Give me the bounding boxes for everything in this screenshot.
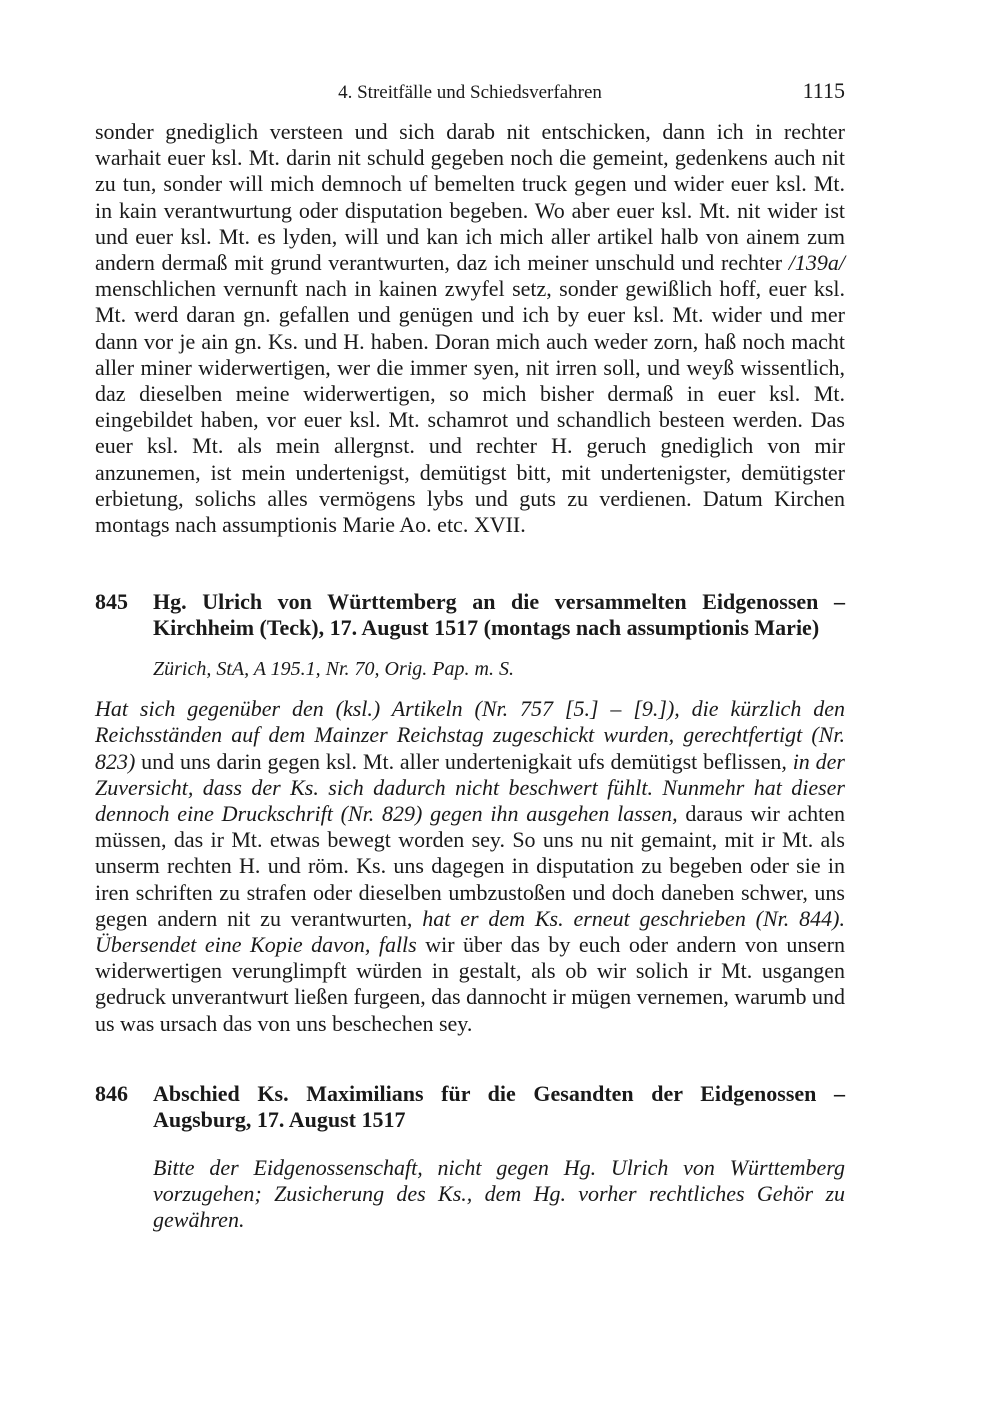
document-heading-845 [95, 589, 845, 641]
regest-italic-2: , in der Zuversicht, dass der Ks. sich dadurch nicht beschwert fühlt. Nunmehr hat dieser dennoch eine Druckschrift (Nr. 829) gegen ihn ausgehen lassen, [95, 748, 845, 827]
continuation-text-2: menschlichen vernunft nach in kainen zwyfel setz, sonder gewißlich hoff, euer ksl. Mt. werd daran gn. gefallen und genügen und ich by euer ksl. Mt. wider und mer dann vor je ain gn. Ks. und H. haben. Doran mich auch weder zorn, haß noch macht aller miner widerwertigen, wer die immer syen, nit irren soll, und weyß wissentlich, daz dieselben meine widerwertigen, so mich bisher dermaß in euer ksl. Mt. eingebildet haben, vor euer ksl. Mt. schamrot und schandlich besteen werden. Das euer ksl. Mt. als mein allergnst. und rechter H. geruch gnediglich von mir anzunemen, ist mein undertenigst, demütigst bitt, mit undertenigster, demütigster erbietung, solichs alles vermögens lybs und guts zu verdienen. Datum Kirchen montags nach assumptionis Marie Ao. etc. XVII. [95, 276, 845, 538]
document-page [95, 78, 845, 1234]
quote-text-2: daraus wir achten müssen, das ir Mt. etwas bewegt worden sey. So uns nu nit gemaint, mit ir Mt. als unserm rechten H. und röm. Ks. uns dagegen in disputation zu begeben oder sie in iren schriften zu strafen oder dieselben umbzustoßen und doch daneben schwer, uns gegen andern nit zu verantwurten, [95, 801, 846, 931]
continuation-paragraph [95, 119, 845, 538]
quote-text-1: und uns darin gegen ksl. Mt. aller undertenigkait ufs demütigst beflissen [135, 748, 782, 774]
document-heading-846 [95, 1081, 845, 1133]
folio-marker: /139a/ [788, 250, 845, 276]
document-number: 846 [95, 1080, 128, 1106]
source-citation: Zürich, StA, A 195.1, Nr. 70, Orig. Pap. m. S. [153, 658, 514, 681]
document-title: Hg. Ulrich von Württemberg an die versammelten Eidgenossen – Kirchheim (Teck), 17. August 1517 (montags nach assumptionis Marie) [153, 589, 845, 641]
page-number: 1115 [802, 78, 845, 103]
document-title: Abschied Ks. Maximilians für die Gesandten der Eidgenossen – Augsburg, 17. August 1517 [153, 1080, 845, 1132]
running-head [95, 78, 845, 108]
continuation-text-1: sonder gnediglich versteen und sich darab nit entschicken, dann ich in rechter warhait euer ksl. Mt. darin nit schuld gegeben noch die gemeint, gedenkens auch nit zu tun, sonder will mich demnoch uf bemelten truck gegen und wider euer ksl. Mt. in kain verantwurtung oder disputation begeben. Wo aber euer ksl. Mt. nit wider ist und euer ksl. Mt. es lyden, will und kan ich mich aller artikel halb von ainem zum andern dermaß mit grund verantwurten, daz ich meiner unschuld und rechter [95, 119, 845, 276]
document-summary: Bitte der Eidgenossenschaft, nicht gegen Hg. Ulrich von Württemberg vorzugehen; Zusicherung des Ks., dem Hg. vorher rechtliches Gehör zu gewähren. [153, 1154, 845, 1233]
quote-text-3: wir über das by euch oder andern von unsern widerwertigen verunglimpft würden in gestalt, als ob wir solich ir Mt. usgangen gedruck unverantwurt ließen furgeen, das dannocht ir mügen vernemen, warumb und us was ursach das von uns beschechen sey. [95, 932, 845, 1036]
regest-italic-3: hat er dem Ks. erneut geschrieben (Nr. 844). Übersendet eine Kopie davon, falls [95, 905, 845, 958]
regest-paragraph-845 [95, 696, 845, 1037]
running-title: 4. Streitfälle und Schiedsverfahren [338, 82, 602, 103]
regest-italic-1: Hat sich gegenüber den (ksl.) Artikeln (Nr. 757 [5.] – [9.]), die kürzlich den Reichsständen auf dem Mainzer Reichstag zugeschickt wurden, gerechtfertigt (Nr. 823) [95, 696, 845, 774]
document-number: 845 [95, 589, 128, 615]
